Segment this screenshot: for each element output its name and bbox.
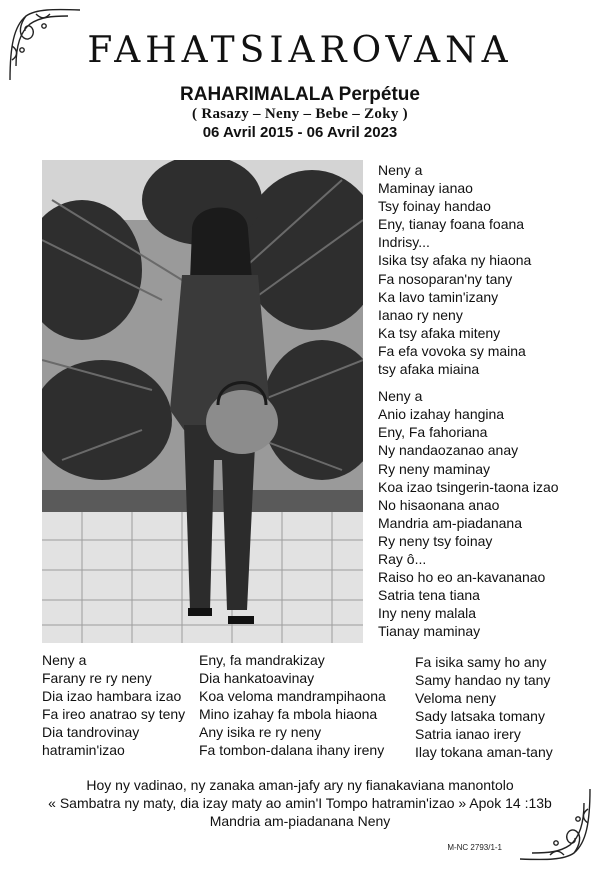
poem-line: Mandria am-piadanana xyxy=(378,514,522,531)
poem-line: Sady latsaka tomany xyxy=(415,708,545,725)
poem-line: Ianao ry neny xyxy=(378,306,463,323)
poem-line: hatramin'izao xyxy=(42,742,125,759)
poem-bottom-column-1 xyxy=(42,651,197,760)
poem-line: Maminay ianao xyxy=(378,180,473,197)
poem-line: Neny a xyxy=(378,388,423,405)
poem-line: Ka tsy afaka miteny xyxy=(378,324,501,341)
poem-line: Satria ianao irery xyxy=(415,726,521,743)
poem-line: Koa veloma mandrampihaona xyxy=(199,688,386,705)
poem-line: Fa nosoparan'ny tany xyxy=(378,270,513,287)
poem-right-column xyxy=(378,161,593,640)
poem-line: tsy afaka miaina xyxy=(378,361,480,378)
deceased-name: RAHARIMALALA Perpétue xyxy=(180,84,420,105)
poem-line: Ray ô... xyxy=(378,550,427,567)
poem-bottom-column-3 xyxy=(415,653,585,762)
reference-code: M-NC 2793/1-1 xyxy=(447,843,502,852)
poem-line: Satria tena tiana xyxy=(378,587,480,604)
poem-line: Dia tandrovinay xyxy=(42,724,140,741)
poem-line: Eny, tianay foana foana xyxy=(378,216,525,233)
poem-stanza-2 xyxy=(378,387,593,640)
nicknames: ( Rasazy – Neny – Bebe – Zoky ) xyxy=(192,106,408,122)
poem-line: Koa izao tsingerin-taona izao xyxy=(378,478,559,495)
poem-line: Any isika re ry neny xyxy=(199,724,322,741)
footer-rest-in-peace-line: Mandria am-piadanana Neny xyxy=(209,813,391,830)
poem-line: Eny, fa mandrakizay xyxy=(199,652,325,668)
poem-line: Ny nandaozanao anay xyxy=(378,442,519,459)
poem-line: Ry neny maminay xyxy=(378,460,491,477)
poem-line: Samy handao ny tany xyxy=(415,672,551,689)
poem-line: Ka lavo tamin'izany xyxy=(378,288,499,305)
poem-line: Eny, Fa fahoriana xyxy=(378,424,488,441)
poem-line: Neny a xyxy=(42,652,87,668)
footer-family-line: Hoy ny vadinao, ny zanaka aman-jafy ary ny fianakaviana manontolo xyxy=(86,777,514,793)
footer-scripture-line: « Sambatra ny maty, dia izay maty ao amin'I Tompo hatramin'izao » Apok 14 :13b xyxy=(48,795,552,812)
poem-line: Ry neny tsy foinay xyxy=(378,532,493,549)
poem-line: Fa isika samy ho any xyxy=(415,654,547,670)
poem-line: Raiso ho eo an-kavananao xyxy=(378,569,546,586)
portrait-photo xyxy=(42,160,363,643)
poem-line: Dia izao hambara izao xyxy=(42,688,182,705)
poem-line: Fa efa vovoka sy maina xyxy=(378,342,526,359)
poem-stanza-1 xyxy=(378,161,593,378)
poem-line: Iny neny malala xyxy=(378,605,477,622)
poem-line: No hisaonana anao xyxy=(378,496,500,513)
poem-line: Neny a xyxy=(378,162,423,178)
poem-line: Veloma neny xyxy=(415,690,496,707)
poem-line: Tsy foinay handao xyxy=(378,198,491,215)
poem-line: Fa ireo anatrao sy teny xyxy=(42,706,186,723)
poem-line: Mino izahay fa mbola hiaona xyxy=(199,706,378,723)
poem-line: Ilay tokana aman-tany xyxy=(415,744,553,761)
poem-bottom-column-2 xyxy=(199,651,409,760)
poem-line: Dia hankatoavinay xyxy=(199,670,315,687)
poem-line: Indrisy... xyxy=(378,234,430,251)
poem-line: Isika tsy afaka ny hiaona xyxy=(378,252,532,269)
memorial-dates: 06 Avril 2015 - 06 Avril 2023 xyxy=(202,124,398,141)
poem-line: Fa tombon-dalana ihany ireny xyxy=(199,742,385,759)
poem-line: Anio izahay hangina xyxy=(378,406,505,423)
poem-line: Tianay maminay xyxy=(378,623,481,640)
footer-dedication xyxy=(0,776,600,831)
poem-line: Farany re ry neny xyxy=(42,670,152,687)
page-title: FAHATSIAROVANA xyxy=(87,30,513,71)
